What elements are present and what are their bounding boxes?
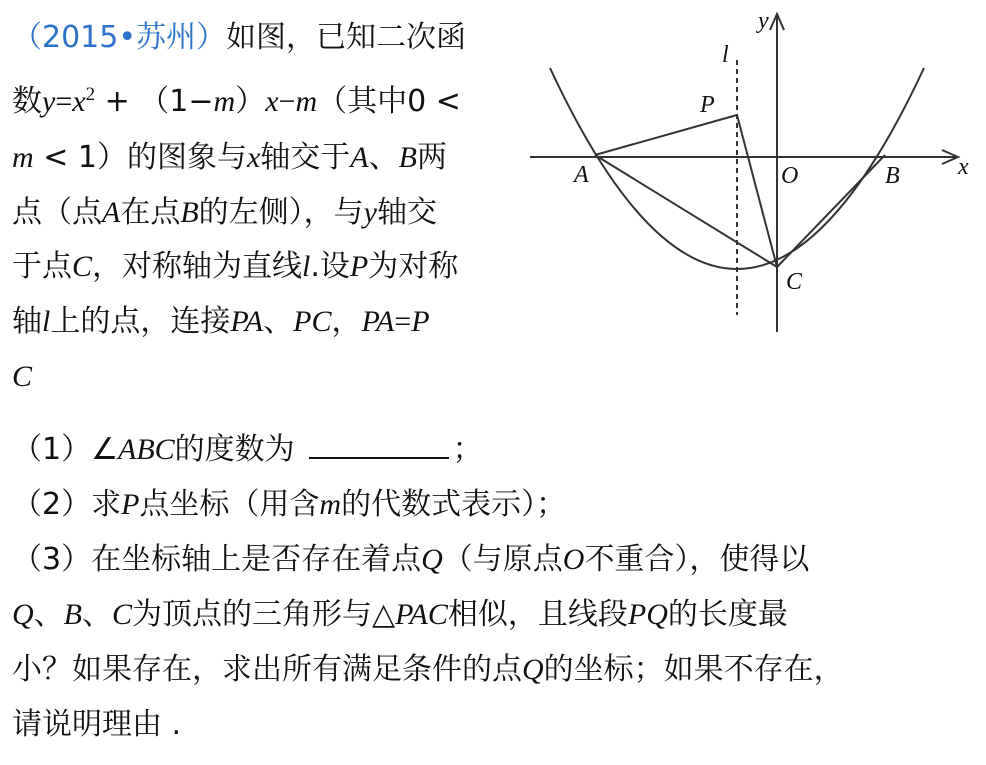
problem-line-1: （2015•苏州）如图，已知二次函 bbox=[12, 20, 467, 55]
problem-line-5: 于点C，对称轴为直线l.设P为对称 bbox=[12, 249, 459, 284]
question-3-line-3: 小？如果存在，求出所有满足条件的点Q的坐标；如果不存在， bbox=[12, 652, 844, 687]
label-O: O bbox=[781, 163, 799, 189]
label-l: l bbox=[722, 42, 729, 68]
segment-AC bbox=[595, 155, 777, 267]
problem-line-6: 轴l上的点，连接PA、PC，PA=P bbox=[12, 304, 430, 339]
question-1: （1）∠ABC的度数为 ； bbox=[12, 432, 483, 467]
question-3-line-1: （3）在坐标轴上是否存在着点Q（与原点O不重合），使得以 bbox=[12, 542, 810, 577]
problem-line-7: C bbox=[12, 360, 33, 393]
source-tag: （2015•苏州） bbox=[12, 20, 227, 55]
label-C: C bbox=[786, 269, 803, 295]
question-2: （2）求P点坐标（用含m的代数式表示）； bbox=[12, 487, 567, 522]
label-B: B bbox=[885, 163, 900, 189]
segment-PA bbox=[595, 115, 737, 155]
label-A: A bbox=[574, 162, 589, 188]
problem-line-3: m < 1）的图象与x轴交于A、B两 bbox=[12, 140, 447, 175]
problem-line-2: 数$y=x^2 + (1-m)x-m$（其中0 < bbox=[12, 84, 461, 119]
question-3-line-2: Q、B、C为顶点的三角形与△PAC相似，且线段PQ的长度最 bbox=[12, 597, 788, 632]
label-P: P bbox=[700, 92, 715, 118]
label-y: y bbox=[758, 8, 769, 34]
segment-PC bbox=[737, 115, 777, 267]
question-3-line-4: 请说明理由 . bbox=[12, 707, 182, 742]
problem-line-4: 点（点A在点B的左侧），与y轴交 bbox=[12, 195, 437, 230]
label-x: x bbox=[958, 154, 969, 180]
